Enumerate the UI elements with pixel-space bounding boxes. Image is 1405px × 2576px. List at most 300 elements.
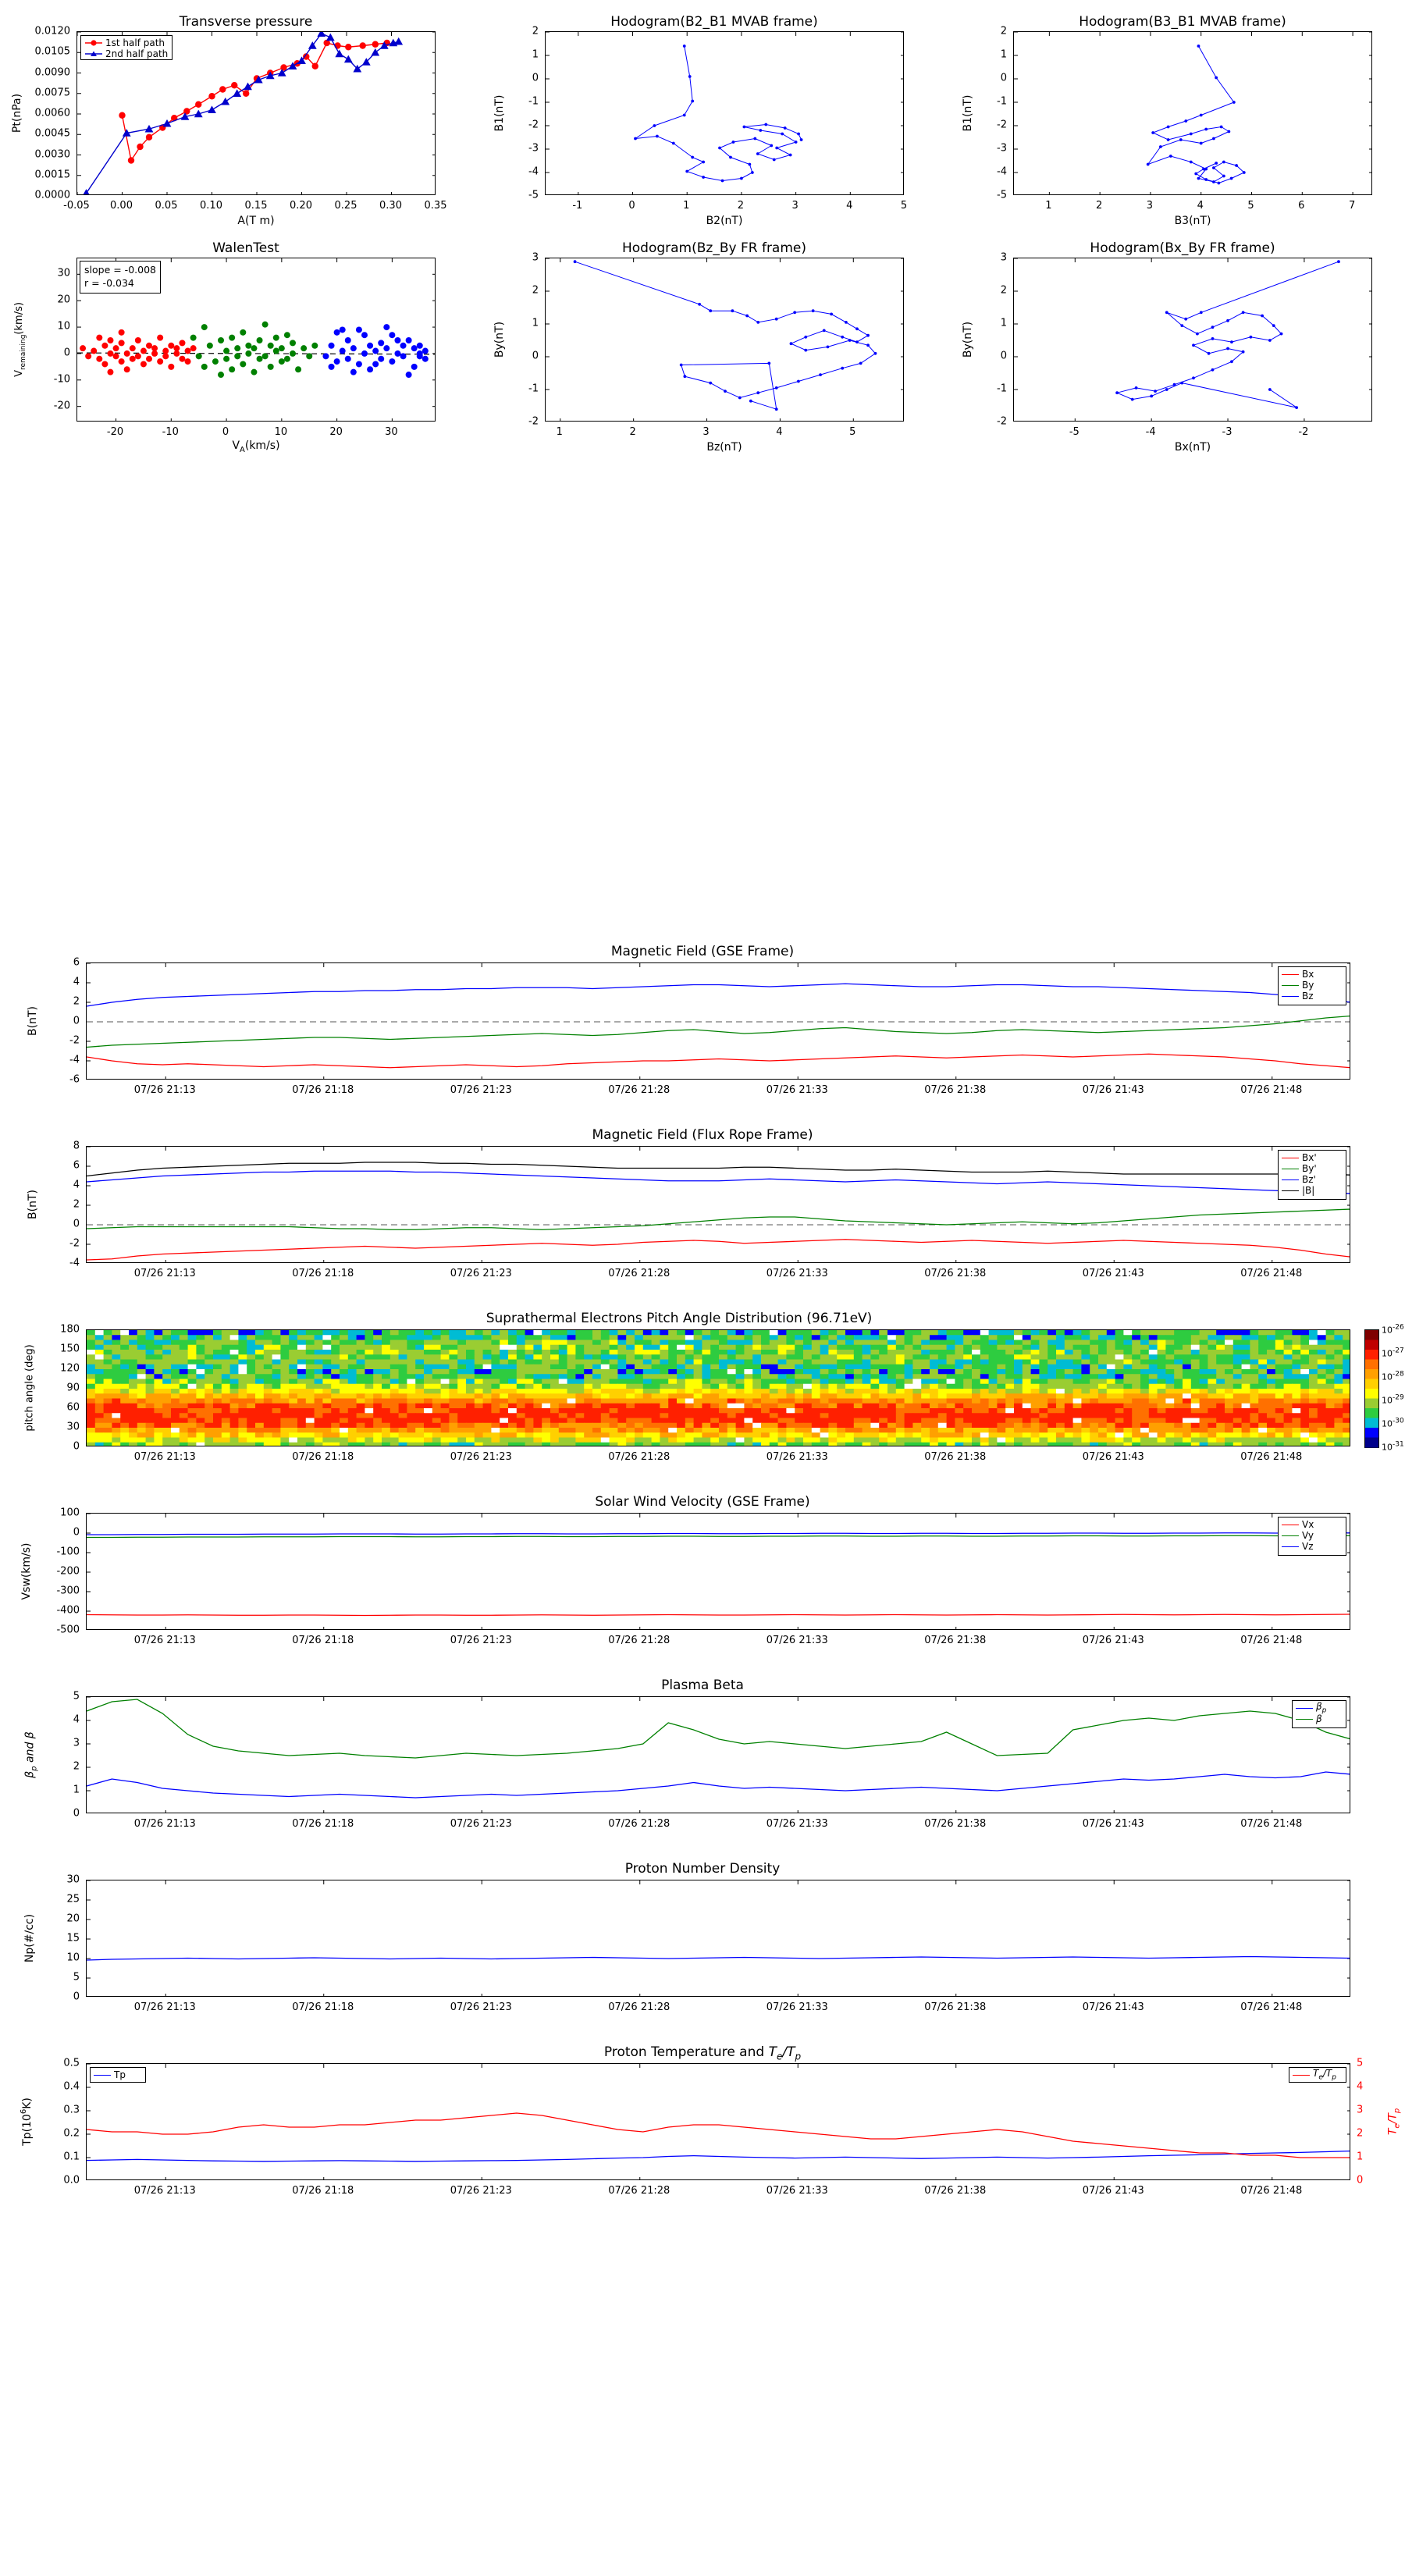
- axis-tick-label: 2: [532, 25, 539, 37]
- axis-tick-label: 0.0000: [34, 189, 70, 201]
- slope-text: slope = -0.008: [84, 264, 156, 276]
- legend-label-tp: Tp: [114, 2069, 126, 2080]
- axis-tick-label: 5: [73, 1971, 80, 1984]
- axis-tick-label-right: 1: [1357, 2151, 1364, 2163]
- axis-tick-label: 3: [1146, 200, 1154, 212]
- axis-tick-label: 07/26 21:38: [924, 1268, 987, 1279]
- axis-tick-label: 5: [73, 1690, 80, 1703]
- axis-tick-label: 10: [66, 1952, 80, 1964]
- legend-label-byp: By': [1302, 1163, 1317, 1174]
- panel-title: Plasma Beta: [661, 1678, 744, 1693]
- axis-tick-label: -500: [56, 1624, 80, 1636]
- legend-plasma-beta: [1292, 1700, 1346, 1728]
- series-canvas: [87, 2064, 1350, 2180]
- plot-area-mag-field-fr: [86, 1146, 1350, 1263]
- legend-line-vy: [1282, 1535, 1299, 1536]
- axis-tick-label: 0.10: [200, 200, 222, 212]
- panel-title: Proton Temperature and $T_e/T_p$: [603, 2044, 802, 2062]
- legend-label-bxp: Bx': [1302, 1152, 1317, 1163]
- axis-tick-label: 0: [532, 72, 539, 84]
- axis-tick-label: 0: [73, 1440, 80, 1453]
- panel-title: Proton Number Density: [624, 1861, 781, 1877]
- axis-tick-label: 120: [60, 1362, 80, 1375]
- axis-tick-label: 2: [1096, 200, 1103, 212]
- y-axis-label-left: $Tp(10^6K)$: [20, 2097, 34, 2146]
- axis-tick-label: -2: [528, 415, 539, 428]
- axis-tick-label: 4: [1197, 200, 1204, 212]
- panel-mag-field-gse: [0, 941, 1405, 1124]
- x-axis-label-main: V: [232, 439, 240, 452]
- colorbar-tick-label: $10^{-30}$: [1382, 1417, 1404, 1429]
- axis-tick-label: 2: [1000, 284, 1007, 297]
- axis-tick-label: 07/26 21:18: [292, 2001, 354, 2013]
- panel-title: Magnetic Field (GSE Frame): [610, 944, 795, 959]
- axis-tick-label: 07/26 21:28: [608, 1451, 670, 1463]
- axis-tick-label: 0: [73, 1218, 80, 1230]
- axis-tick-label: 0: [73, 1015, 80, 1027]
- y-axis-label: [13, 302, 27, 377]
- axis-tick-label: -5: [1069, 426, 1080, 438]
- x-axis-label-rest: (km/s): [244, 439, 280, 452]
- walen-fit-annotation: [80, 261, 161, 294]
- axis-tick-label-right: 5: [1357, 2057, 1364, 2069]
- colorbar-gradient: [1365, 1330, 1378, 1447]
- axis-tick-label: 07/26 21:23: [450, 1818, 512, 1830]
- axis-tick-label: 0: [73, 1991, 80, 2003]
- y-axis-label: By(nT): [962, 321, 974, 358]
- axis-tick-label: -200: [56, 1565, 80, 1578]
- legend-mag-gse: [1278, 966, 1346, 1005]
- axis-tick-label: 3: [1000, 251, 1007, 264]
- axis-tick-label: 3: [791, 200, 799, 212]
- panel-pitch-angle: [0, 1308, 1405, 1491]
- y-axis-label-right: $T_e/T_p$: [1386, 2108, 1402, 2136]
- axis-tick-label: 4: [776, 426, 783, 438]
- x-axis-label: B2(nT): [706, 215, 743, 227]
- legend-transverse-pressure: [80, 35, 173, 60]
- y-axis-label: B1(nT): [493, 94, 506, 132]
- axis-tick-label: 07/26 21:23: [450, 1635, 512, 1646]
- panel-mag-field-fr: [0, 1124, 1405, 1308]
- legend-label-vz: Vz: [1302, 1541, 1314, 1552]
- axis-tick-label: 2: [73, 1760, 80, 1773]
- axis-tick-label: 07/26 21:23: [450, 1268, 512, 1279]
- panel-hodogram-bzby: [468, 226, 937, 453]
- legend-label-babs: |B|: [1302, 1185, 1315, 1196]
- axis-tick-label: -20: [53, 400, 70, 412]
- legend-label-vy: Vy: [1302, 1530, 1314, 1541]
- legend-vsw: [1278, 1517, 1346, 1556]
- axis-tick-label: 07/26 21:23: [450, 2185, 512, 2197]
- panel-title: Hodogram(Bx_By FR frame): [1090, 240, 1275, 256]
- axis-tick-label: -4: [997, 165, 1007, 178]
- series-canvas: [87, 963, 1350, 1080]
- axis-tick-label: 07/26 21:28: [608, 1084, 670, 1096]
- axis-tick-label: 0.30: [379, 200, 402, 212]
- axis-tick-label: 07/26 21:18: [292, 1084, 354, 1096]
- legend-label-beta-p: $\beta_p$: [1316, 1701, 1327, 1715]
- series-canvas: [546, 32, 904, 195]
- x-axis-label: B3(nT): [1174, 215, 1211, 227]
- axis-tick-label-right: 4: [1357, 2080, 1364, 2093]
- legend-row-by: [1282, 980, 1343, 991]
- axis-tick-label: 07/26 21:43: [1082, 1635, 1144, 1646]
- axis-tick-label: -2: [528, 119, 539, 131]
- axis-tick-label: 07/26 21:18: [292, 2185, 354, 2197]
- panel-walen-test: [0, 226, 468, 453]
- legend-line-bz: [1282, 996, 1299, 997]
- panel-hodogram-b2b1: [468, 0, 937, 226]
- axis-tick-label-right: 2: [1357, 2127, 1364, 2140]
- axis-tick-label: 4: [73, 976, 80, 988]
- axis-tick-label: 4: [73, 1179, 80, 1191]
- axis-tick-label: 0.0030: [34, 148, 70, 160]
- axis-tick-label: 0.0105: [34, 45, 70, 58]
- axis-tick-label: -2: [997, 119, 1007, 131]
- legend-row-2: [84, 48, 169, 59]
- axis-tick-label: 07/26 21:13: [133, 1635, 196, 1646]
- panel-solar-wind-velocity: [0, 1491, 1405, 1674]
- y-axis-label: B(nT): [27, 1006, 39, 1036]
- axis-tick-label: 07/26 21:23: [450, 2001, 512, 2013]
- axis-tick-label: 0.00: [110, 200, 133, 212]
- plot-area-hodogram-bzby: [545, 258, 904, 422]
- axis-tick-label: 5: [900, 200, 908, 212]
- series-canvas: [1014, 32, 1372, 195]
- axis-tick-label: 07/26 21:13: [133, 1818, 196, 1830]
- axis-tick-label: 07/26 21:28: [608, 1268, 670, 1279]
- axis-tick-label: 0.15: [244, 200, 268, 212]
- axis-tick-label: 3: [73, 1737, 80, 1749]
- legend-label-bx: Bx: [1302, 969, 1314, 980]
- axis-tick-label: 150: [60, 1343, 80, 1355]
- axis-tick-label: 0.4: [63, 2080, 80, 2093]
- axis-tick-label: 0: [63, 347, 70, 359]
- legend-line-bzp: [1282, 1179, 1299, 1180]
- colorbar-tick-label: $10^{-31}$: [1382, 1440, 1404, 1453]
- axis-tick-label: 0.0015: [34, 169, 70, 181]
- legend-row-te-tp: [1293, 2069, 1343, 2080]
- axis-tick-label: 07/26 21:13: [133, 2001, 196, 2013]
- series-canvas: [87, 1147, 1350, 1263]
- axis-tick-label: 07/26 21:48: [1240, 1451, 1303, 1463]
- axis-tick-label: -3: [1222, 426, 1232, 438]
- axis-tick-label: 0: [1000, 350, 1007, 362]
- colorbar-tick-label: $10^{-28}$: [1382, 1370, 1404, 1382]
- axis-tick-label: -300: [56, 1585, 80, 1597]
- x-axis-label: Bz(nT): [706, 441, 742, 454]
- axis-tick-label: 3: [702, 426, 710, 438]
- legend-mag-fr: [1278, 1150, 1346, 1200]
- axis-tick-label: 07/26 21:18: [292, 1818, 354, 1830]
- axis-tick-label: -5: [528, 189, 539, 201]
- legend-row-babs: [1282, 1185, 1343, 1196]
- axis-tick-label: 07/26 21:18: [292, 1451, 354, 1463]
- axis-tick-label: 07/26 21:28: [608, 1635, 670, 1646]
- axis-tick-label: 2: [1000, 25, 1007, 37]
- legend-row-tp: [94, 2069, 142, 2080]
- axis-tick-label: 0: [628, 200, 635, 212]
- axis-tick-label: 30: [66, 1421, 80, 1433]
- legend-row-vy: [1282, 1530, 1343, 1541]
- axis-tick-label: -10: [162, 426, 179, 438]
- legend-line-beta-p: [1296, 1708, 1313, 1709]
- y-axis-label: $\beta_p$ and β: [23, 1731, 39, 1778]
- series-canvas: [87, 1697, 1350, 1813]
- axis-tick-label: 30: [66, 1873, 80, 1886]
- axis-tick-label: 07/26 21:28: [608, 2185, 670, 2197]
- legend-line-tp: [94, 2075, 111, 2076]
- y-axis-label-main: V: [13, 370, 26, 377]
- x-axis-label-sub: A: [240, 445, 245, 454]
- legend-line-bx: [1282, 974, 1299, 975]
- axis-tick-label: 1: [556, 426, 563, 438]
- legend-label-2: 2nd half path: [105, 48, 169, 59]
- legend-label-1: 1st half path: [105, 37, 165, 48]
- panel-hodogram-b3b1: [937, 0, 1405, 226]
- axis-tick-label: 1: [532, 317, 539, 329]
- axis-tick-label: 0.35: [424, 200, 447, 212]
- y-axis-label: Pt(nPa): [11, 93, 23, 133]
- axis-tick-label: 07/26 21:48: [1240, 1084, 1303, 1096]
- series-canvas: [1014, 258, 1372, 422]
- axis-tick-label: 0.0045: [34, 127, 70, 140]
- axis-tick-label: 20: [57, 294, 70, 306]
- legend-line-vz: [1282, 1546, 1299, 1547]
- panel-hodogram-bxby: [937, 226, 1405, 453]
- axis-tick-label: 07/26 21:38: [924, 2001, 987, 2013]
- axis-tick-label: 100: [60, 1507, 80, 1519]
- panel-title: Hodogram(Bz_By FR frame): [621, 240, 807, 256]
- axis-tick-label: -4: [1145, 426, 1156, 438]
- axis-tick-label: 25: [66, 1893, 80, 1905]
- panel-title: Solar Wind Velocity (GSE Frame): [595, 1494, 810, 1510]
- plot-area-hodogram-b2b1: [545, 31, 904, 195]
- series-canvas: [87, 1880, 1350, 1997]
- axis-tick-label: 07/26 21:38: [924, 1635, 987, 1646]
- legend-line-babs: [1282, 1190, 1299, 1191]
- plot-area-mag-field-gse: [86, 962, 1350, 1080]
- axis-tick-label: 07/26 21:13: [133, 1451, 196, 1463]
- axis-tick-label: 07/26 21:28: [608, 2001, 670, 2013]
- axis-tick-label: 0.25: [334, 200, 357, 212]
- axis-tick-label: 6: [1298, 200, 1305, 212]
- axis-tick-label: 60: [66, 1401, 80, 1414]
- y-axis-label: B(nT): [27, 1190, 39, 1219]
- panel-title: Hodogram(B2_B1 MVAB frame): [610, 14, 818, 30]
- axis-tick-label: -1: [997, 95, 1007, 108]
- axis-tick-label-right: 0: [1357, 2174, 1364, 2186]
- axis-tick-label: 07/26 21:48: [1240, 1818, 1303, 1830]
- colorbar-tick-label: $10^{-27}$: [1382, 1347, 1404, 1359]
- plot-area-walen-test: [76, 258, 436, 422]
- axis-tick-label: 15: [66, 1932, 80, 1944]
- axis-tick-label: 5: [849, 426, 856, 438]
- axis-tick-label: 1: [532, 48, 539, 61]
- axis-tick-label: 0.0120: [34, 25, 70, 37]
- axis-tick-label: 07/26 21:38: [924, 1451, 987, 1463]
- axis-tick-label: 0.3: [63, 2104, 80, 2116]
- y-axis-label: Vsw(km/s): [20, 1542, 33, 1600]
- axis-tick-label: -3: [528, 142, 539, 155]
- axis-tick-label: 07/26 21:13: [133, 1084, 196, 1096]
- axis-tick-label: 07/26 21:43: [1082, 1084, 1144, 1096]
- legend-label-te-tp: $T_e/T_p$: [1313, 2068, 1336, 2082]
- axis-tick-label: 07/26 21:23: [450, 1084, 512, 1096]
- plot-area-proton-temperature: [86, 2063, 1350, 2180]
- colorbar-tick-label: $10^{-26}$: [1382, 1323, 1404, 1336]
- axis-tick-label: 07/26 21:13: [133, 1268, 196, 1279]
- axis-tick-label: 07/26 21:43: [1082, 1451, 1144, 1463]
- legend-label-beta: β: [1316, 1713, 1322, 1724]
- axis-tick-label: -400: [56, 1604, 80, 1617]
- panel-title: Suprathermal Electrons Pitch Angle Distribution (96.71eV): [486, 1311, 873, 1326]
- axis-tick-label: 07/26 21:43: [1082, 1268, 1144, 1279]
- plot-area-transverse-pressure: [76, 31, 436, 195]
- legend-label-bz: Bz: [1302, 991, 1314, 1002]
- axis-tick-label: 3: [532, 251, 539, 264]
- legend-line-beta: [1296, 1719, 1313, 1720]
- axis-tick-label: 07/26 21:38: [924, 1818, 987, 1830]
- axis-tick-label: 0: [222, 426, 229, 438]
- y-axis-label: B1(nT): [962, 94, 974, 132]
- axis-tick-label: 07/26 21:38: [924, 2185, 987, 2197]
- axis-tick-label: 0.0075: [34, 87, 70, 99]
- y-axis-label: pitch angle (deg): [23, 1344, 36, 1432]
- axis-tick-label: 2: [73, 995, 80, 1008]
- axis-tick-label: 07/26 21:43: [1082, 2185, 1144, 2197]
- axis-tick-label: -1: [997, 382, 1007, 395]
- axis-tick-label: 0.1: [63, 2151, 80, 2163]
- axis-tick-label: 07/26 21:33: [766, 2001, 828, 2013]
- axis-tick-label: 0.0: [63, 2174, 80, 2186]
- axis-tick-label: 07/26 21:43: [1082, 1818, 1144, 1830]
- panel-plasma-beta: [0, 1674, 1405, 1858]
- plot-area-plasma-beta: [86, 1696, 1350, 1813]
- axis-tick-label: 07/26 21:38: [924, 1084, 987, 1096]
- legend-row-vx: [1282, 1519, 1343, 1530]
- axis-tick-label: 07/26 21:33: [766, 1268, 828, 1279]
- axis-tick-label: -1: [528, 382, 539, 395]
- axis-tick-label: 1: [1000, 317, 1007, 329]
- axis-tick-label: 07/26 21:13: [133, 2185, 196, 2197]
- x-axis-label: Bx(nT): [1174, 441, 1211, 454]
- axis-tick-label: 07/26 21:33: [766, 1084, 828, 1096]
- axis-tick-label: 2: [532, 284, 539, 297]
- axis-tick-label: 1: [1045, 200, 1052, 212]
- axis-tick-label: 6: [73, 1159, 80, 1172]
- axis-tick-label: 0: [1000, 72, 1007, 84]
- axis-tick-label: 0: [73, 1526, 80, 1539]
- axis-tick-label: 07/26 21:33: [766, 1818, 828, 1830]
- axis-tick-label: -2: [1298, 426, 1309, 438]
- axis-tick-label: 1: [683, 200, 690, 212]
- axis-tick-label: -0.05: [63, 200, 90, 212]
- axis-tick-label: 0.0090: [34, 66, 70, 78]
- axis-tick-label: 0.2: [63, 2127, 80, 2140]
- axis-tick-label: -4: [528, 165, 539, 178]
- y-axis-label-rest: (km/s): [13, 302, 26, 335]
- r-text: r = -0.034: [84, 276, 134, 289]
- axis-tick-label: 2: [737, 200, 745, 212]
- axis-tick-label: 4: [73, 1713, 80, 1726]
- axis-tick-label: 07/26 21:48: [1240, 1635, 1303, 1646]
- legend-row-bz: [1282, 991, 1343, 1002]
- axis-tick-label: 07/26 21:48: [1240, 1268, 1303, 1279]
- axis-tick-label: 07/26 21:48: [1240, 2001, 1303, 2013]
- axis-tick-label: -1: [572, 200, 583, 212]
- panel-proton-temperature: [0, 2041, 1405, 2236]
- axis-tick-label: 90: [66, 1382, 80, 1394]
- axis-tick-label: 07/26 21:33: [766, 1451, 828, 1463]
- legend-row-bxp: [1282, 1152, 1343, 1163]
- legend-row-bzp: [1282, 1174, 1343, 1185]
- axis-tick-label: 10: [57, 320, 70, 333]
- series-canvas: [546, 258, 904, 422]
- legend-label-vx: Vx: [1302, 1519, 1314, 1530]
- axis-tick-label: 7: [1348, 200, 1356, 212]
- axis-tick-label: 0.20: [290, 200, 312, 212]
- axis-tick-label: 30: [385, 426, 398, 438]
- y-axis-label: By(nT): [493, 321, 506, 358]
- axis-tick-label: 2: [629, 426, 636, 438]
- panel-title: Transverse pressure: [179, 14, 313, 30]
- axis-tick-label: 1: [73, 1784, 80, 1796]
- axis-tick-label: 10: [274, 426, 288, 438]
- plot-area-hodogram-bxby: [1013, 258, 1372, 422]
- heatmap-canvas: [87, 1330, 1350, 1446]
- axis-tick-label: -5: [997, 189, 1007, 201]
- panel-title: Magnetic Field (Flux Rope Frame): [592, 1127, 813, 1143]
- axis-tick-label: 07/26 21:28: [608, 1818, 670, 1830]
- legend-label-bzp: Bz': [1302, 1174, 1316, 1185]
- legend-tp: [90, 2067, 146, 2083]
- axis-tick-label: 8: [73, 1140, 80, 1152]
- axis-tick-label: 0: [532, 350, 539, 362]
- axis-tick-label: 0.5: [63, 2057, 80, 2069]
- plot-area-hodogram-b3b1: [1013, 31, 1372, 195]
- legend-row-beta-p: [1296, 1703, 1343, 1713]
- axis-tick-label: -2: [997, 415, 1007, 428]
- axis-tick-label: 20: [329, 426, 343, 438]
- x-axis-label: A(T m): [237, 215, 275, 227]
- axis-tick-label: 5: [1247, 200, 1254, 212]
- panel-title: WalenTest: [212, 240, 279, 256]
- legend-row-byp: [1282, 1163, 1343, 1174]
- plot-area-solar-wind-velocity: [86, 1513, 1350, 1630]
- axis-tick-label: 20: [66, 1912, 80, 1925]
- legend-marker-circle: [84, 38, 103, 48]
- axis-tick-label: 6: [73, 956, 80, 969]
- axis-tick-label: 0.05: [155, 200, 178, 212]
- axis-tick-label: 0.0060: [34, 107, 70, 119]
- axis-tick-label: 07/26 21:48: [1240, 2185, 1303, 2197]
- x-axis-label: [76, 439, 436, 454]
- axis-tick-label-right: 3: [1357, 2104, 1364, 2116]
- y-axis-label: Np(#/cc): [23, 1913, 36, 1963]
- plot-area-pitch-angle: [86, 1329, 1350, 1446]
- axis-tick-label: -3: [997, 142, 1007, 155]
- axis-tick-label: 1: [1000, 48, 1007, 61]
- legend-line-by: [1282, 985, 1299, 986]
- legend-marker-triangle: [84, 49, 103, 59]
- axis-tick-label: -10: [53, 373, 70, 386]
- axis-tick-label: 30: [57, 267, 70, 279]
- axis-tick-label: 2: [73, 1198, 80, 1211]
- axis-tick-label: 07/26 21:18: [292, 1268, 354, 1279]
- legend-line-te-tp: [1293, 2075, 1310, 2076]
- axis-tick-label: -1: [528, 95, 539, 108]
